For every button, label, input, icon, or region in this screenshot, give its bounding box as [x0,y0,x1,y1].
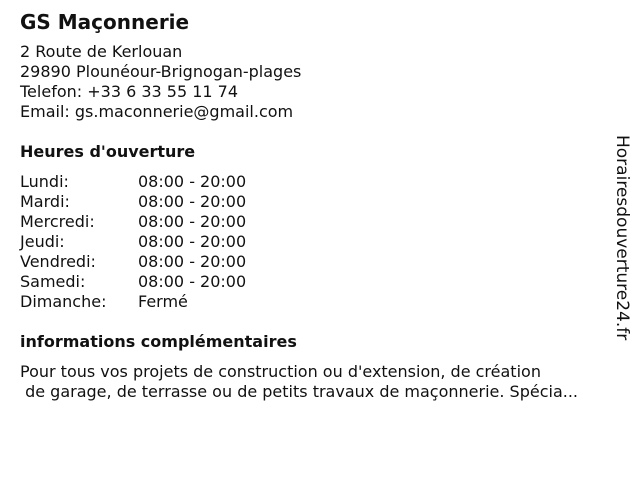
day-label: Lundi: [20,172,69,191]
day-label: Samedi: [20,272,86,291]
time-value: Fermé [138,292,188,311]
day-label: Mercredi: [20,212,95,231]
business-card [20,10,620,402]
hours-row-monday [20,172,620,192]
time-value: 08:00 - 20:00 [138,172,247,191]
hours-row-saturday [20,272,620,292]
day-label: Dimanche: [20,292,107,311]
time-value: 08:00 - 20:00 [138,212,247,231]
info-title: informations complémentaires [20,332,297,351]
hours-row-wednesday [20,212,620,232]
info-line-2: de garage, de terrasse ou de petits travaux de maçonnerie. Spécia... [20,382,578,401]
info-line-1: Pour tous vos projets de construction ou d'extension, de création [20,362,541,381]
time-value: 08:00 - 20:00 [138,272,247,291]
phone-line: Telefon: +33 6 33 55 11 74 [20,82,239,101]
hours-row-tuesday [20,192,620,212]
time-value: 08:00 - 20:00 [138,232,247,251]
day-label: Mardi: [20,192,70,211]
site-watermark: Horairesdouverture24.fr [612,135,632,341]
address-line-1: 2 Route de Kerlouan [20,42,183,61]
hours-row-thursday [20,232,620,252]
time-value: 08:00 - 20:00 [138,252,247,271]
business-name: GS Maçonnerie [20,10,190,34]
hours-title: Heures d'ouverture [20,142,196,161]
address-line-2: 29890 Plounéour-Brignogan-plages [20,62,302,81]
hours-row-friday [20,252,620,272]
day-label: Vendredi: [20,252,96,271]
day-label: Jeudi: [20,232,65,251]
time-value: 08:00 - 20:00 [138,192,247,211]
email-line: Email: gs.maconnerie@gmail.com [20,102,294,121]
hours-row-sunday [20,292,620,312]
